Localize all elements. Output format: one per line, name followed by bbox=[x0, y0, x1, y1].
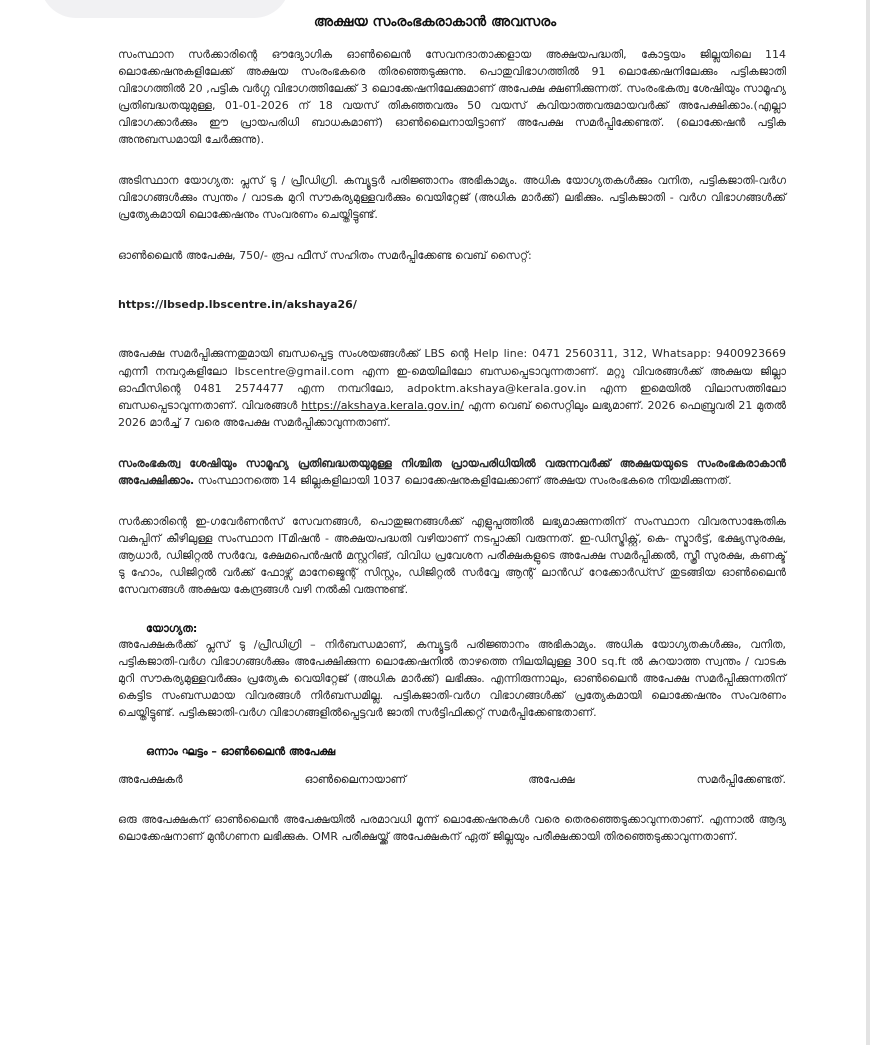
intro-paragraph: സംസ്ഥാന സർക്കാരിന്റെ ഔദ്യോഗിക ഓൺലൈൻ സേവനദാതാക്കളായ അക്ഷയപദ്ധതി, കോട്ടയം ജില്ലയിലെ 114 ലൊക്കേഷനുകളിലേക്ക് അക്ഷയ സംരംഭകരെ തിരഞ്ഞെടുക്കുന്നു. പൊതുവിഭാഗത്തിൽ 91 ലൊക്കേഷനിലേക്കും പട്ടികജാതി വിഭാഗത്തിൽ 20 ,പട്ടിക വർഗ്ഗ വിഭാഗത്തിലേക്ക് 3 ലൊക്കേഷനിലേക്കുമാണ് അപേക്ഷ ക്ഷണിക്കുന്നത്. സംരംഭകത്വ ശേഷിയും സാമൂഹ്യ പ്രതിബദ്ധതയുമുള്ള, 01-01-2026 ന് 18 വയസ് തികഞ്ഞവരും 50 വയസ് കവിയാത്തവരുമായവർക്ക് അപേക്ഷിക്കാം.(എല്ലാ വിഭാഗക്കാർക്കും ഈ പ്രായപരിധി ബാധകമാണ്) ഓൺലൈനായിട്ടാണ് അപേക്ഷ സമർപ്പിക്കേണ്ടത്. (ലൊക്കേഷൻ പട്ടിക അനുബന്ധമായി ചേർക്കുന്നു). bbox=[118, 48, 786, 147]
application-url[interactable]: https://lbsedp.lbscentre.in/akshaya26/ bbox=[118, 298, 357, 312]
document-body bbox=[118, 46, 786, 845]
contact-paragraph bbox=[118, 345, 786, 430]
eligibility-heading: യോഗ്യത: bbox=[146, 622, 198, 636]
recruitment-bold-text: സംരംഭകത്വ ശേഷിയും സാമൂഹ്യ പ്രതിബദ്ധതയുമുള്ള നിശ്ചിത പ്രായപരിധിയിൽ വരുന്നവർക്ക് അക്ഷയയുടെ സംരംഭകരാകാൻ അപേക്ഷിക്കാം. bbox=[118, 456, 786, 487]
phase1-heading: ഒന്നാം ഘട്ടം – ഓൺലൈൻ അപേക്ഷ bbox=[146, 745, 336, 759]
basic-qualification-paragraph: അടിസ്ഥാന യോഗ്യത: പ്ലസ് ടു / പ്രീഡിഗ്രി. കമ്പ്യൂട്ടർ പരിജ്ഞാനം അഭികാമ്യം. അധിക യോഗ്യതകൾക്കും വനിത, പട്ടികജാതി-വർഗ വിഭാഗങ്ങൾക്കും സ്വന്തം / വാടക മുറി സൗകര്യമുള്ളവർക്കും വെയിറ്റേജ് (അധിക മാർക്ക്) ലഭിക്കും. പട്ടികജാതി - വർഗ വിഭാഗങ്ങൾക്ക് പ്രത്യേകമായി ലൊക്കേഷനും സംവരണം ചെയ്തിട്ടുണ്ട്. bbox=[118, 174, 786, 222]
document-title: അക്ഷയ സംരംഭകരാകാൻ അവസരം bbox=[313, 14, 557, 30]
application-fee-paragraph: ഓൺലൈൻ അപേക്ഷ, 750/- രൂപ ഫീസ് സഹിതം സമർപ്പിക്കേണ്ട വെബ് സൈറ്റ്: bbox=[118, 249, 532, 263]
recruitment-paragraph bbox=[118, 455, 786, 489]
contact-text: അപേക്ഷ സമർപ്പിക്കുന്നതുമായി ബന്ധപ്പെട്ട സംശയങ്ങൾക്ക് LBS ന്റെ Help line: 0471 2560311, 312, Whatsapp: 9400923669 എന്നീ നമ്പറുകളിലോ lbscentre@gmail.com എന്ന ഇ-മെയിലിലോ ബന്ധപ്പെടാവുന്നതാണ്. മറ്റു വിവരങ്ങൾക്ക് അക്ഷയ ജില്ലാ ഓഫീസിന്റെ 0481 2574477 എന്ന നമ്പറിലോ, adpoktm.akshaya@kerala.gov.in എന്ന ഇമെയിൽ വിലാസത്തിലോ ബന്ധപ്പെടാവുന്നതാണ്. വിവരങ്ങൾ bbox=[118, 347, 786, 412]
recruitment-text: സംസ്ഥാനത്തെ 14 ജില്ലകളിലായി 1037 ലൊക്കേഷനുകളിലേക്കാണ് അക്ഷയ സംരംഭകരെ നിയമിക്കുന്നത്. bbox=[194, 473, 732, 487]
phase1-word: സമർപ്പിക്കേണ്ടത്. bbox=[696, 773, 786, 787]
services-paragraph: സർക്കാരിന്റെ ഇ-ഗവേർണൻസ് സേവനങ്ങൾ, പൊതുജനങ്ങൾക്ക് എളുപ്പത്തിൽ ലഭ്യമാക്കുന്നതിന് സംസ്ഥാന വിവരസാങ്കേതിക വകുപ്പിന് കീഴിലുള്ള സംസ്ഥാന ITമിഷൻ - അക്ഷയപദ്ധതി വഴിയാണ് നടപ്പാക്കി വരുന്നത്. ഇ-ഡിസ്ട്രിക്റ്റ്, കെ- സ്മാർട്ട്, ഭക്ഷ്യസുരക്ഷ, ആധാർ, ഡിജിറ്റൽ സർവേ, ക്ഷേമപെൻഷൻ മസ്റ്ററിങ്, വിവിധ പ്രവേശന പരീക്ഷകളുടെ അപേക്ഷ സമർപ്പിക്കൽ, സ്ത്രീ സുരക്ഷ, കണക്ട് ടു ഹോം, ഡിജിറ്റൽ വർക്ക് ഫോഴ്സ് മാനേജ്മെന്റ് സിസ്റ്റം, ഡിജിറ്റൽ സർവ്വേ ആന്റ് ലാൻഡ് റേക്കോർഡ്സ് തുടങ്ങിയ ഓൺലൈൻ സേവനങ്ങൾ അക്ഷയ കേന്ദ്രങ്ങൾ വഴി നൽകി വരുന്നുണ്ട്. bbox=[118, 514, 786, 596]
contact-text-end: എന്ന വെബ് സൈറ്റിലും ലഭ്യമാണ്. 2026 ഫെബ്രുവരി 21 മുതൽ 2026 മാർച്ച് 7 വരെ അപേക്ഷ സമർപ്പിക്കാവുന്നതാണ്. bbox=[118, 398, 786, 429]
phase1-word: ഓൺലൈനായാണ് bbox=[304, 773, 407, 787]
phase1-word: അപേക്ഷകർ bbox=[118, 773, 183, 787]
eligibility-paragraph: അപേക്ഷകർക്ക് പ്ലസ് ടു /പ്രീഡിഗ്രി – നിർബന്ധമാണ്, കമ്പ്യൂട്ടർ പരിജ്ഞാനം അഭികാമ്യം. അധിക യോഗ്യതകൾക്കും, വനിത, പട്ടികജാതി-വർഗ വിഭാഗങ്ങൾക്കും അപേക്ഷിക്കുന്ന ലൊക്കേഷനിൽ താഴത്തെ നിലയിലുള്ള 300 sq.ft ൽ കുറയാത്ത സ്വന്തം / വാടക മുറി സൗകര്യമുള്ളവർക്കും പ്രത്യേക വെയിറ്റേജ് (അധിക മാർക്ക്) ലഭിക്കും. എന്നിരുന്നാലും, ഓൺലൈൻ അപേക്ഷ സമർപ്പിക്കുന്നതിന് കെട്ടിട സംബന്ധമായ വിവരങ്ങൾ നിർബന്ധമില്ല. പട്ടികജാതി-വർഗ വിഭാഗങ്ങൾക്ക് പ്രത്യേകമായി ലൊക്കേഷനും സംവരണം ചെയ്തിട്ടുണ്ട്. പട്ടികജാതി-വർഗ വിഭാഗങ്ങളിൽപ്പെട്ടവർ ജാതി സർട്ടിഫിക്കറ്റ് സമർപ്പിക്കേണ്ടതാണ്. bbox=[118, 638, 786, 720]
page-edge bbox=[866, 0, 870, 1045]
phase1-line bbox=[118, 773, 786, 787]
akshaya-website-link[interactable]: https://akshaya.kerala.gov.in/ bbox=[301, 398, 464, 412]
location-choice-paragraph: ഒരു അപേക്ഷകന് ഓൺലൈൻ അപേക്ഷയിൽ പരമാവധി മൂന്ന് ലൊക്കേഷനുകൾ വരെ തെരഞ്ഞെടുക്കാവുന്നതാണ്. എന്നാൽ ആദ്യ ലൊക്കേഷനാണ് മുൻഗണന ലഭിക്കുക. OMR പരീക്ഷയ്ക്ക് അപേക്ഷകന് ഏത് ജില്ലയും പരീക്ഷക്കായി തിരഞ്ഞെടുക്കാവുന്നതാണ്. bbox=[118, 813, 786, 844]
phase1-word: അപേക്ഷ bbox=[528, 773, 575, 787]
